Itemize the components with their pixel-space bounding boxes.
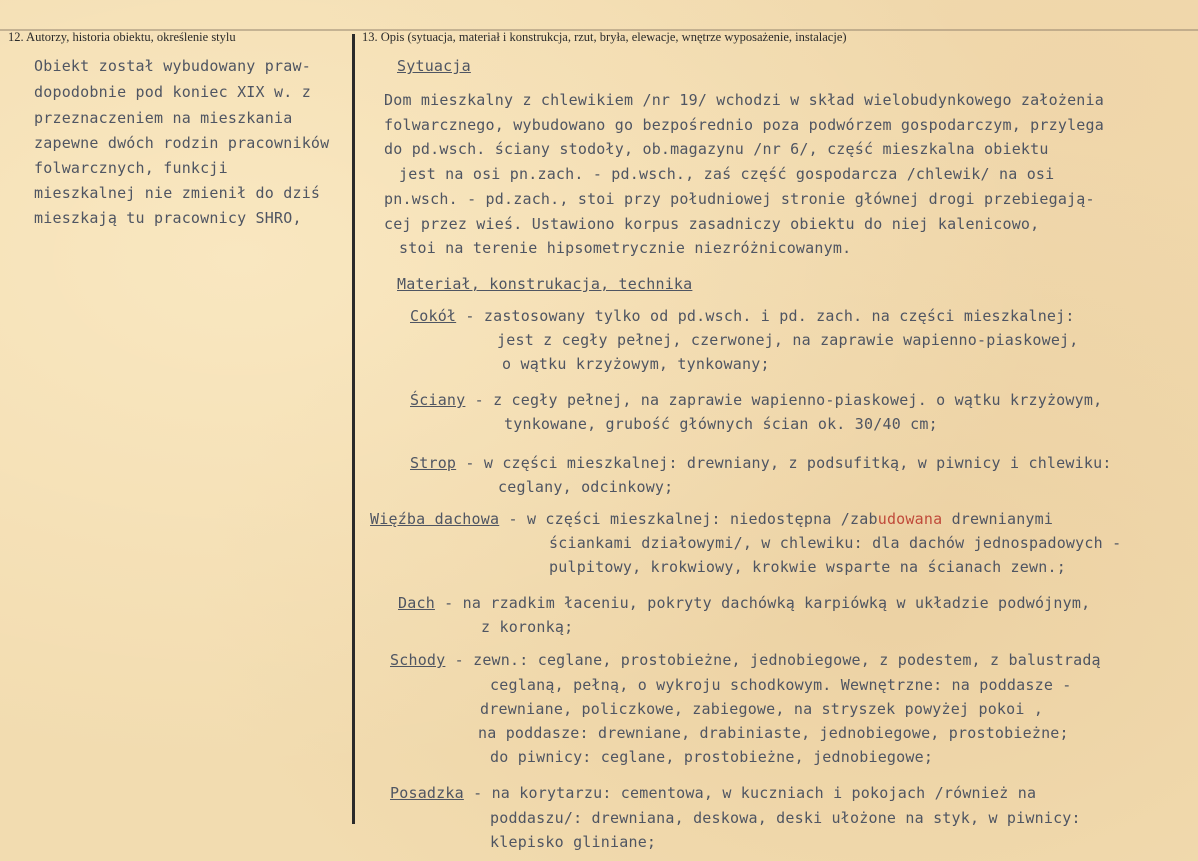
dach-row: [398, 594, 1090, 612]
strop-line: w części mieszkalnej: drewniany, z podsufitką, w piwnicy i chlewiku:: [483, 454, 1112, 472]
sciany-label: Ściany: [410, 391, 466, 409]
sytuacja-line: Dom mieszkalny z chlewikiem /nr 19/ wchodzi w skład wielobudynkowego założenia: [384, 91, 1104, 109]
text-line: zapewne dwóch rodzin pracowników: [34, 134, 330, 152]
sytuacja-line: stoi na terenie hipsometrycznie niezróżnicowanym.: [399, 239, 852, 257]
sytuacja-line: pn.wsch. - pd.zach., stoi przy południowej stronie głównej drogi przebiegają-: [384, 190, 1095, 208]
sytuacja-heading: Sytuacja: [397, 57, 471, 75]
text-line: przeznaczeniem na mieszkania: [34, 109, 293, 127]
cokol-line: jest z cegły pełnej, czerwonej, na zaprawie wapienno-piaskowej,: [497, 331, 1079, 349]
text-line: dopodobnie pod koniec XIX w. z: [34, 83, 311, 101]
wiezba-line: w części mieszkalnej: niedostępna /zab: [526, 510, 878, 528]
wiezba-line: drewnianymi: [942, 510, 1054, 528]
left-column-header: 12. Autorzy, historia obiektu, określenie stylu: [8, 30, 236, 44]
material-heading: Materiał, konstrukacja, technika: [397, 275, 693, 293]
strop-label: Strop: [410, 454, 457, 472]
schody-line: ceglaną, pełną, o wykroju schodkowym. Wewnętrzne: na poddasze -: [490, 676, 1072, 694]
cokol-line: zastosowany tylko od pd.wsch. i pd. zach. na części mieszkalnej:: [483, 307, 1075, 325]
schody-label: Schody: [390, 651, 446, 669]
sciany-row: [410, 391, 1102, 409]
dach-line: na rzadkim łaceniu, pokryty dachówką karpiówką w układzie podwójnym,: [462, 594, 1091, 612]
posadzka-line: poddaszu/: drewniana, deskowa, deski ułożone na styk, w piwnicy:: [490, 809, 1081, 827]
strop-row: [410, 454, 1112, 472]
column-divider: [352, 34, 355, 824]
posadzka-line: na korytarzu: cementowa, w kuczniach i pokojach /również na: [491, 784, 1037, 802]
sytuacja-line: do pd.wsch. ściany stodoły, ob.magazynu /nr 6/, część mieszkalna obiektu: [384, 140, 1049, 158]
text-line: Obiekt został wybudowany praw-: [34, 57, 311, 75]
dach-line: z koronką;: [481, 618, 574, 636]
cokol-label: Cokół: [410, 307, 457, 325]
sciany-line: tynkowane, grubość głównych ścian ok. 30/40 cm;: [504, 415, 938, 433]
text-line: folwarcznych, funkcji: [34, 159, 228, 177]
wiezba-label: Więźba dachowa: [370, 510, 500, 528]
cokol-row: [410, 307, 1075, 325]
dash: -: [499, 510, 527, 528]
dash: -: [465, 391, 494, 409]
schody-line: na poddasze: drewniane, drabiniaste, jednobiegowe, prostobieżne;: [478, 724, 1069, 742]
sytuacja-line: cej przez wieś. Ustawiono korpus zasadniczy obiektu do niej kalenicowo,: [384, 215, 1040, 233]
posadzka-label: Posadzka: [390, 784, 464, 802]
dash: -: [463, 784, 492, 802]
wiezba-line: ściankami działowymi/, w chlewiku: dla dachów jednospadowych -: [549, 534, 1122, 552]
posadzka-row: [390, 784, 1036, 802]
schody-line: zewn.: ceglane, prostobieżne, jednobiegowe, z podestem, z balustradą: [473, 651, 1101, 669]
sytuacja-line: jest na osi pn.zach. - pd.wsch., zaś część gospodarcza /chlewik/ na osi: [399, 165, 1055, 183]
right-column-header: 13. Opis (sytuacja, materiał i konstrukcja, rzut, bryła, elewacje, wnętrze wyposażenie, instalacje): [362, 30, 847, 44]
strop-line: ceglany, odcinkowy;: [498, 478, 674, 496]
sytuacja-line: folwarcznego, wybudowano go bezpośrednio poza podwórzem gospodarczym, przylega: [384, 116, 1104, 134]
dash: -: [456, 307, 484, 325]
cokol-line: o wątku krzyżowym, tynkowany;: [502, 355, 770, 373]
dash: -: [445, 651, 474, 669]
dach-label: Dach: [398, 594, 435, 612]
posadzka-line: klepisko gliniane;: [490, 833, 657, 851]
dash: -: [456, 454, 484, 472]
text-line: mieszkalnej nie zmienił do dziś: [34, 184, 321, 202]
schody-line: drewniane, policzkowe, zabiegowe, na stryszek powyżej pokoi ,: [480, 700, 1044, 718]
wiezba-line-red: udowana: [877, 510, 943, 528]
wiezba-line: pulpitowy, krokwiowy, krokwie wsparte na ścianach zewn.;: [549, 558, 1066, 576]
schody-row: [390, 651, 1101, 669]
dash: -: [434, 594, 463, 612]
schody-line: do piwnicy: ceglane, prostobieżne, jednobiegowe;: [490, 748, 934, 766]
wiezba-row: [370, 510, 1053, 528]
sciany-line: z cegły pełnej, na zaprawie wapienno-piaskowej. o wątku krzyżowym,: [493, 391, 1103, 409]
text-line: mieszkają tu pracownicy SHRO,: [34, 209, 302, 227]
